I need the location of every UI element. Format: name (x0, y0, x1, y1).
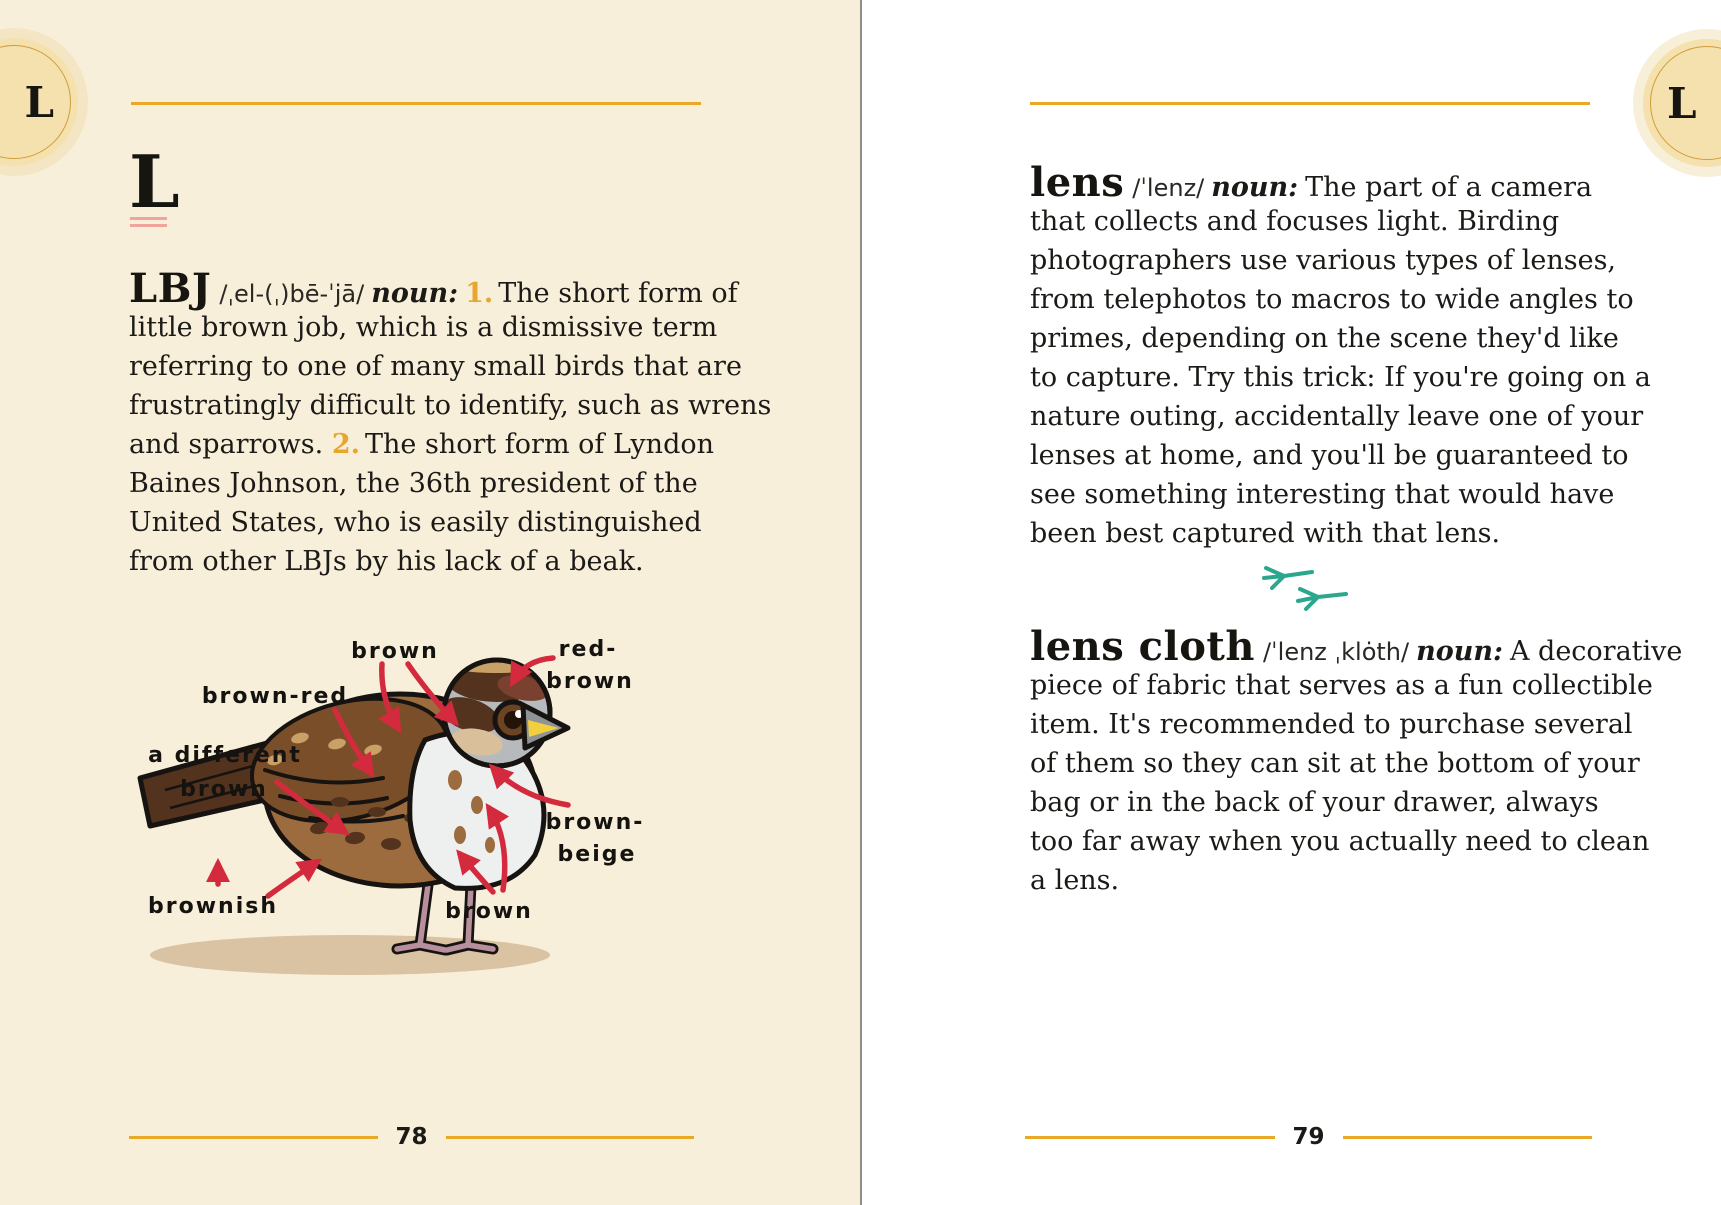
part-of-speech: noun: (1416, 636, 1503, 667)
pronunciation: /ˈlenz ˌklȯth/ (1262, 638, 1410, 666)
pronunciation: /ˌel-(ˌ)bē-ˈjā/ (219, 280, 365, 308)
pronunciation: /ˈlenz/ (1132, 174, 1205, 202)
definition-text: A decorative (1509, 636, 1683, 667)
entry-line: see something interesting that would have (1030, 479, 1615, 510)
label-brownish: brownish (148, 894, 278, 919)
footer-rule (129, 1136, 378, 1139)
bird-illustration (125, 620, 655, 990)
label-a-different: a different (148, 743, 302, 768)
thumb-tab-letter: L (1667, 78, 1697, 128)
headword-lbj: LBJ (129, 265, 212, 312)
entry-lbj (129, 265, 772, 581)
part-of-speech: noun: (371, 278, 459, 309)
bird-footprints-icon (1260, 560, 1352, 618)
top-rule-left (131, 102, 701, 105)
page-left (0, 0, 860, 1205)
definition-text: The short form of Lyndon (365, 429, 714, 460)
definition-text: and sparrows. (129, 429, 324, 460)
top-rule-right (1030, 102, 1590, 105)
thumb-tab-letter: L (24, 77, 54, 127)
entry-line (129, 425, 771, 464)
definition-text: The short form of (498, 278, 738, 309)
ground-shadow (150, 935, 550, 975)
entry-line: been best captured with that lens. (1030, 518, 1501, 549)
footer-left (129, 1124, 694, 1150)
footer-rule (1025, 1136, 1275, 1139)
entry-line: that collects and focuses light. Birding (1030, 206, 1560, 237)
label-brown-red: brown-red (201, 684, 349, 709)
definition-text: The part of a camera (1305, 172, 1593, 203)
part-of-speech: noun: (1211, 172, 1299, 203)
page-number-left: 78 (395, 1124, 428, 1150)
label-brown-top: brown (351, 639, 439, 664)
entry-line: bag or in the back of your drawer, always (1030, 787, 1599, 818)
entry-line: of them so they can sit at the bottom of your (1030, 748, 1640, 779)
entry-line: from other LBJs by his lack of a beak. (129, 546, 644, 577)
section-letter: L (129, 139, 180, 224)
entry-line: Baines Johnson, the 36th president of the (129, 468, 698, 499)
entry-line (129, 265, 771, 312)
label-brown-beige-1: brown- (545, 810, 645, 835)
entry-line: lenses at home, and you'll be guaranteed to (1030, 440, 1629, 471)
entry-line: to capture. Try this trick: If you're going on a (1030, 362, 1651, 393)
footer-right (1025, 1124, 1592, 1150)
footer-rule (446, 1136, 695, 1139)
entry-lens (1030, 159, 1651, 553)
entry-line: photographers use various types of lenses, (1030, 245, 1617, 276)
entry-line: a lens. (1030, 865, 1120, 896)
label-red-brown-2: brown (546, 669, 634, 694)
footer-rule (1343, 1136, 1593, 1139)
entry-line: from telephotos to macros to wide angles to (1030, 284, 1634, 315)
entry-line: item. It's recommended to purchase several (1030, 709, 1633, 740)
entry-lens-cloth (1030, 623, 1683, 900)
label-a-different-brown: brown (180, 777, 268, 802)
page-number-right: 79 (1292, 1124, 1325, 1150)
entry-line: piece of fabric that serves as a fun collectible (1030, 670, 1653, 701)
entry-line: too far away when you actually need to clean (1030, 826, 1650, 857)
sense-number-2: 2. (331, 429, 360, 460)
page-right (862, 0, 1721, 1205)
label-brown-bottom: brown (445, 899, 533, 924)
entry-line (1030, 623, 1683, 670)
headword-lens: lens (1030, 159, 1125, 206)
label-red-brown-1: red- (558, 637, 618, 662)
section-letter-underline (130, 217, 167, 227)
entry-line: referring to one of many small birds that are (129, 351, 742, 382)
entry-line: little brown job, which is a dismissive term (129, 312, 718, 343)
entry-line: nature outing, accidentally leave one of your (1030, 401, 1644, 432)
sense-number-1: 1. (465, 278, 494, 309)
entry-line: primes, depending on the scene they'd like (1030, 323, 1619, 354)
entry-line (1030, 159, 1651, 206)
entry-line: frustratingly difficult to identify, such as wrens (129, 390, 772, 421)
headword-lens-cloth: lens cloth (1030, 623, 1255, 670)
entry-line: United States, who is easily distinguished (129, 507, 702, 538)
label-brown-beige-2: beige (557, 842, 637, 867)
